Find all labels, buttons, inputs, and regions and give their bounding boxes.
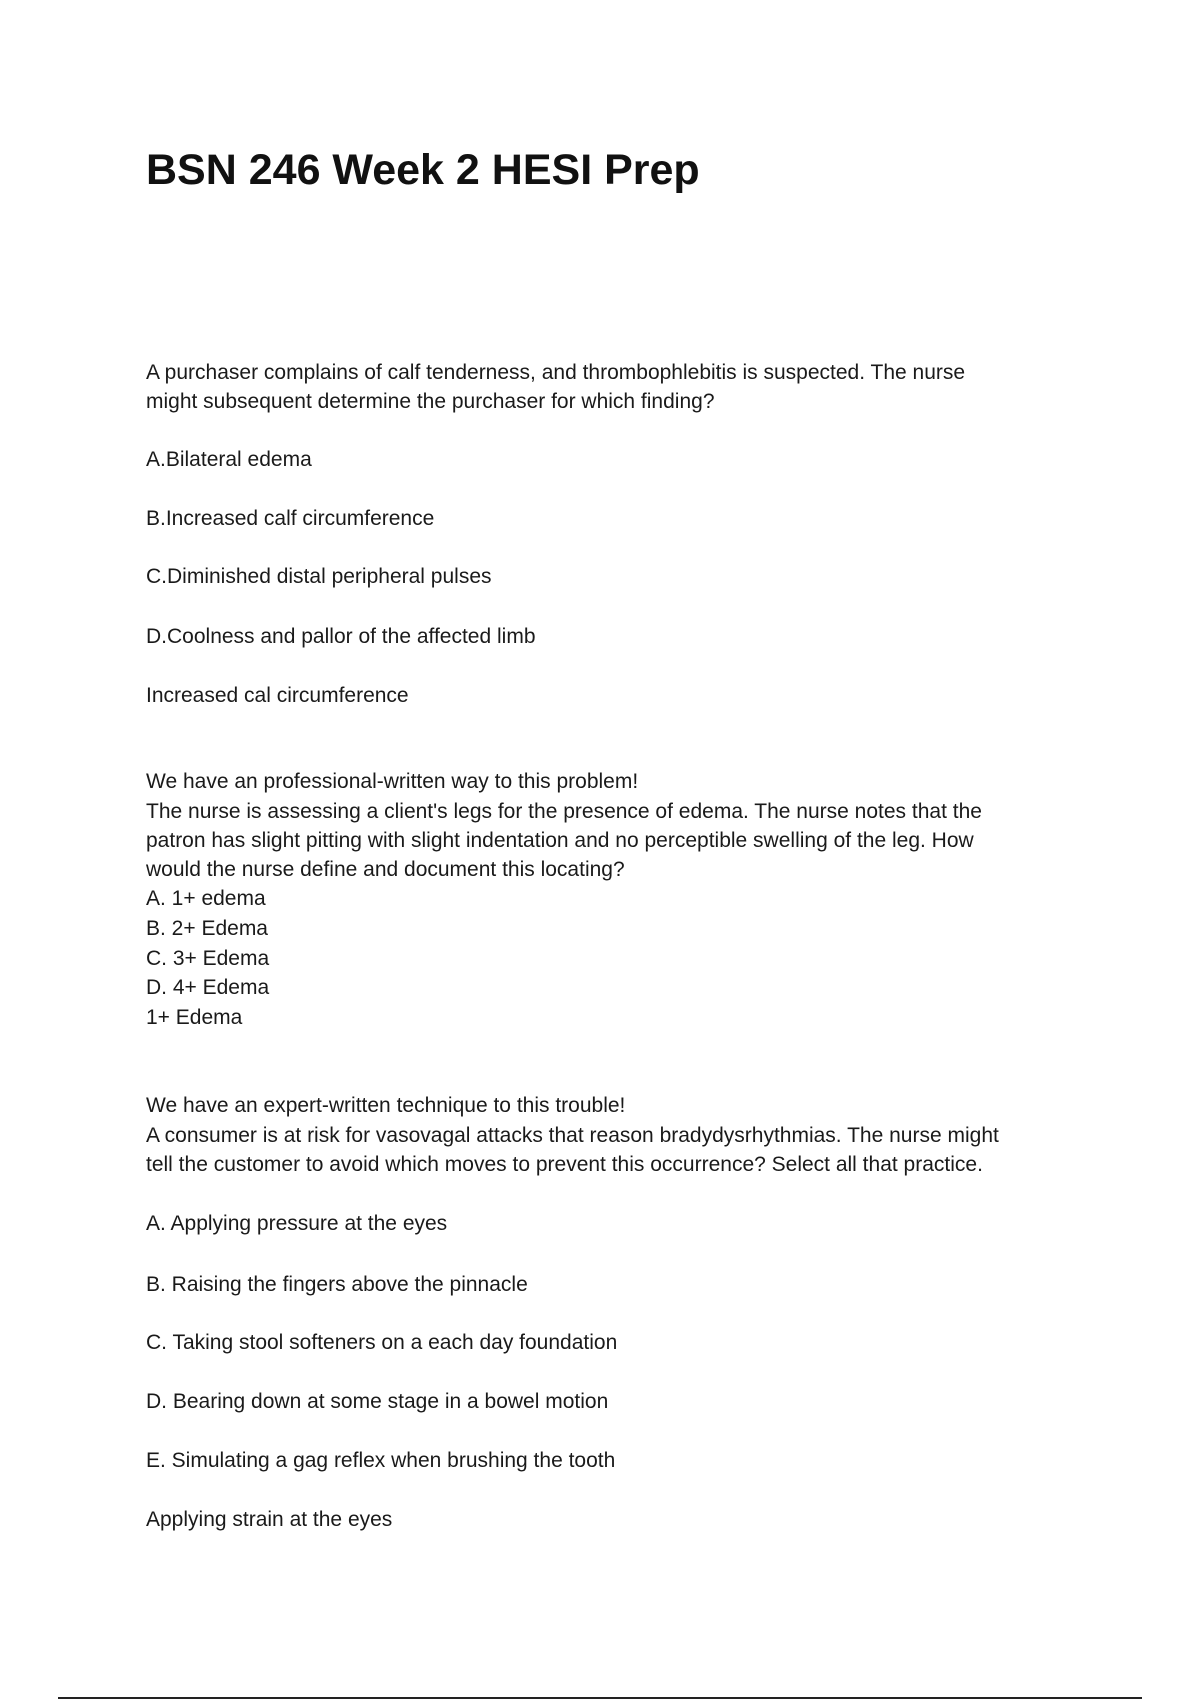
question-1-option-a: A.Bilateral edema: [146, 448, 312, 471]
question-1-option-d: D.Coolness and pallor of the affected limb: [146, 625, 536, 648]
question-2-text-line-3: would the nurse define and document this locating?: [146, 858, 625, 881]
question-3-option-d: D. Bearing down at some stage in a bowel motion: [146, 1390, 609, 1413]
question-1-text-line-2: might subsequent determine the purchaser for which finding?: [146, 390, 715, 413]
question-1-option-b: B.Increased calf circumference: [146, 507, 435, 530]
question-1-option-c: C.Diminished distal peripheral pulses: [146, 565, 492, 588]
question-2-option-d: D. 4+ Edema: [146, 976, 270, 999]
question-2-option-a: A. 1+ edema: [146, 887, 266, 910]
question-2-intro: We have an professional-written way to this problem!: [146, 770, 639, 793]
question-3-text-line-2: tell the customer to avoid which moves to prevent this occurrence? Select all that practice.: [146, 1153, 983, 1176]
question-3-text-line-1: A consumer is at risk for vasovagal attacks that reason bradydysrhythmias. The nurse might: [146, 1124, 999, 1147]
question-3-answer: Applying strain at the eyes: [146, 1508, 393, 1531]
question-1-text-line-1: A purchaser complains of calf tenderness, and thrombophlebitis is suspected. The nurse: [146, 361, 966, 384]
question-1-answer: Increased cal circumference: [146, 684, 409, 707]
page-title: BSN 246 Week 2 HESI Prep: [146, 146, 700, 194]
question-3-intro: We have an expert-written technique to this trouble!: [146, 1094, 626, 1117]
question-2-text-line-2: patron has slight pitting with slight indentation and no perceptible swelling of the leg. How: [146, 829, 974, 852]
question-2-text-line-1: The nurse is assessing a client's legs for the presence of edema. The nurse notes that the: [146, 800, 982, 823]
question-3-option-b: B. Raising the fingers above the pinnacle: [146, 1273, 528, 1296]
question-2-option-b: B. 2+ Edema: [146, 917, 268, 940]
footer-divider: [58, 1697, 1142, 1699]
question-3-option-a: A. Applying pressure at the eyes: [146, 1212, 448, 1235]
question-2-option-c: C. 3+ Edema: [146, 947, 270, 970]
question-2-answer: 1+ Edema: [146, 1006, 243, 1029]
question-3-option-e: E. Simulating a gag reflex when brushing the tooth: [146, 1449, 616, 1472]
question-3-option-c: C. Taking stool softeners on a each day foundation: [146, 1331, 618, 1354]
